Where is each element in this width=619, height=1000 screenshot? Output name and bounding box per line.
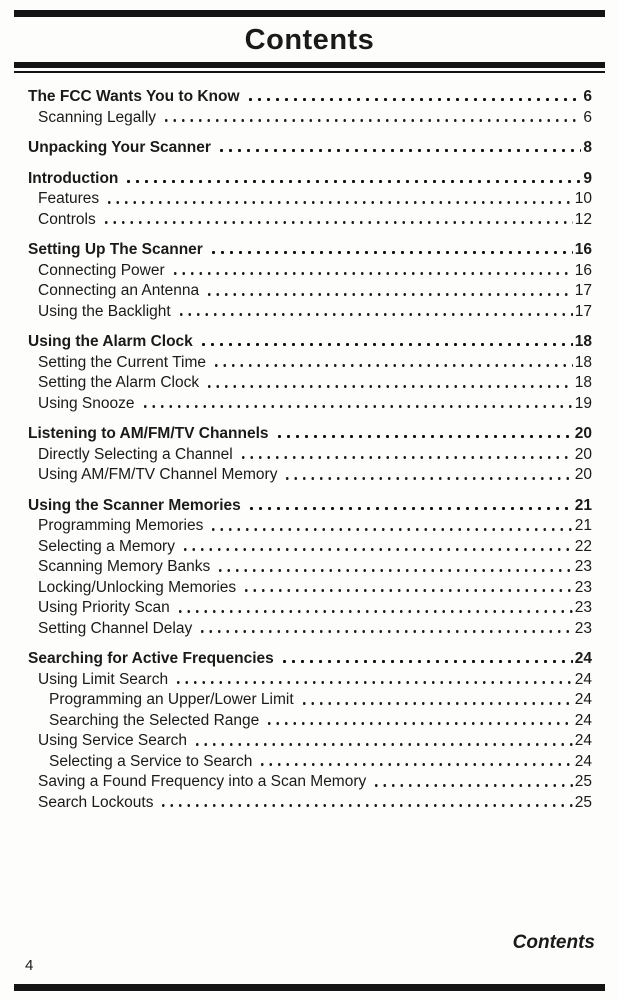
toc-entry-page: 6 [583,108,592,126]
toc-entry [28,557,592,578]
toc-entry-page: 24 [574,752,592,770]
toc-entry-label: Using Priority Scan [38,599,170,616]
toc-entry-label: Setting the Current Time [38,353,206,371]
dot-leader [176,598,573,619]
toc-entry-label: Listening to AM/FM/TV Channels [28,425,269,442]
toc-entry-page: 20 [574,425,592,442]
toc-entry-page: 23 [574,578,592,596]
toc-entry-page: 19 [574,394,592,412]
toc-entry [28,281,592,302]
dot-leader [283,465,572,486]
toc-entry-page: 9 [583,169,592,187]
dot-leader [162,108,581,129]
toc-entry-label: Scanning Memory Banks [38,558,211,575]
toc-entry [28,189,592,210]
toc-entry [28,670,592,691]
dot-leader [205,373,573,394]
toc-entry-label: Using Limit Search [38,670,169,688]
toc-entry [28,108,592,129]
dot-leader [217,138,581,159]
bottom-rule [14,984,605,991]
toc-entry [28,394,592,415]
toc-entry-page: 8 [583,139,592,156]
toc-entry-label: Search Lockouts [38,793,154,811]
toc-entry [28,445,592,466]
toc-entry-page: 25 [574,793,592,811]
top-rule [14,10,605,17]
toc-entry-page: 22 [574,537,592,555]
dot-leader [209,240,573,261]
toc-entry [28,302,592,323]
title-divider-thin-bar [14,71,605,73]
toc-entry-label: Setting Channel Delay [38,619,193,637]
toc-entry-page: 21 [574,517,592,534]
dot-leader [242,578,573,599]
toc-entry [28,373,592,394]
toc-entry [28,752,592,773]
toc-entry-page: 24 [574,670,592,688]
dot-leader [265,711,572,732]
toc-entry-page: 24 [574,732,592,749]
dot-leader [177,302,573,323]
toc-entry-page: 25 [574,773,592,790]
toc-entry-page: 21 [574,496,592,514]
toc-entry-page: 18 [574,374,592,391]
toc-entry-label: Searching the Selected Range [49,711,260,729]
toc-entry-label: Setting the Alarm Clock [38,374,200,391]
toc-entry-page: 20 [574,445,592,463]
dot-leader [102,210,573,231]
toc-entry-label: Connecting Power [38,261,165,279]
toc-entry [28,353,592,374]
toc-entry [28,690,592,711]
dot-leader [171,261,573,282]
toc-entry-label: Introduction [28,169,119,187]
toc-entry-page: 24 [574,711,592,729]
toc-entry-label: Setting Up The Scanner [28,241,203,258]
dot-leader [174,670,573,691]
dot-leader [181,537,573,558]
dot-leader [246,87,582,108]
dot-leader [198,619,573,640]
dot-leader [247,496,573,517]
toc-entry-label: Connecting an Antenna [38,282,200,299]
toc-entry-label: Using Snooze [38,394,135,412]
toc-entry-label: Scanning Legally [38,108,157,126]
toc-entry [28,578,592,599]
toc-section-entry [28,87,592,108]
toc-section-entry [28,240,592,261]
toc-entry-page: 23 [574,619,592,637]
page-number: 4 [25,957,34,974]
dot-leader [193,731,573,752]
toc-entry-label: Selecting a Service to Search [49,752,253,770]
toc-entry-page: 17 [574,282,592,299]
toc-entry [28,210,592,231]
toc-entry-label: Searching for Active Frequencies [28,650,274,667]
toc-entry [28,261,592,282]
footer-section-label: Contents [512,932,595,953]
dot-leader [372,772,572,793]
toc-entry [28,465,592,486]
toc-entry [28,793,592,814]
toc-entry [28,619,592,640]
toc-entry-label: Programming an Upper/Lower Limit [49,691,294,708]
dot-leader [212,353,573,374]
dot-leader [205,281,573,302]
toc-entry-page: 18 [574,333,592,350]
toc-entry-page: 16 [574,261,592,279]
toc-entry-page: 23 [574,558,592,575]
toc-entry-label: Directly Selecting a Channel [38,445,233,463]
toc-entry-label: Using AM/FM/TV Channel Memory [38,466,278,483]
toc-entry-label: Saving a Found Frequency into a Scan Memory [38,773,367,790]
dot-leader [159,793,572,814]
toc-entry-page: 6 [583,88,592,105]
toc-entry [28,711,592,732]
dot-leader [141,394,573,415]
toc-entry [28,537,592,558]
toc-entry-label: Controls [38,210,96,228]
page-title: Contents [244,24,375,56]
dot-leader [300,690,573,711]
toc-entry-page: 16 [574,241,592,258]
toc-entry-label: Using the Alarm Clock [28,333,193,350]
toc-entry-page: 10 [574,190,592,207]
toc-entry-page: 18 [574,353,592,371]
dot-leader [199,332,573,353]
dot-leader [105,189,573,210]
dot-leader [124,169,581,190]
toc-entry-label: Unpacking Your Scanner [28,139,211,156]
dot-leader [258,752,572,773]
toc-entry-label: Using Service Search [38,732,188,749]
toc-entry-label: Locking/Unlocking Memories [38,578,237,596]
toc-entry [28,731,592,752]
dot-leader [275,424,573,445]
dot-leader [239,445,573,466]
toc-entry-page: 12 [574,210,592,228]
dot-leader [209,516,572,537]
toc-section-entry [28,649,592,670]
toc-entry [28,772,592,793]
toc-section-entry [28,424,592,445]
toc-entry-page: 23 [574,599,592,616]
toc-entry-label: Features [38,190,100,207]
toc-entry-label: Using the Backlight [38,302,171,320]
toc-entry-label: Programming Memories [38,517,204,534]
toc-section-entry [28,169,592,190]
toc-entry-page: 24 [574,691,592,708]
toc-entry [28,598,592,619]
title-divider [14,62,605,73]
toc-entry-page: 17 [574,302,592,320]
toc-list [28,87,592,813]
toc-entry [28,516,592,537]
toc-entry-page: 20 [574,466,592,483]
toc-entry-label: Selecting a Memory [38,537,175,555]
toc-section-entry [28,332,592,353]
dot-leader [216,557,572,578]
toc-entry-label: The FCC Wants You to Know [28,88,240,105]
toc-entry-page: 24 [574,650,592,667]
toc-section-entry [28,496,592,517]
toc-section-entry [28,138,592,159]
toc-entry-label: Using the Scanner Memories [28,496,241,514]
dot-leader [280,649,573,670]
